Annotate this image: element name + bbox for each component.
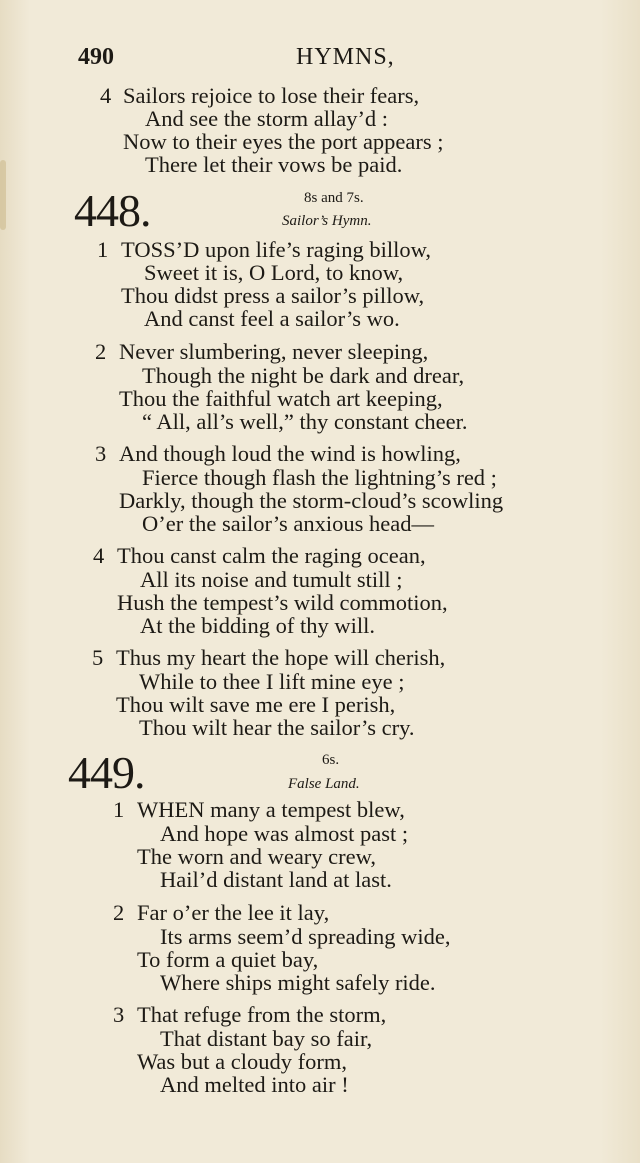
- stanza-line: All its noise and tumult still ;: [140, 567, 403, 592]
- stanza-line: That refuge from the storm,: [137, 1002, 387, 1027]
- stanza-line: Darkly, though the storm-cloud’s scowling: [119, 488, 504, 513]
- stanza-line: That distant bay so fair,: [160, 1026, 373, 1051]
- stanza-line: At the bidding of thy will.: [140, 613, 375, 638]
- stanza-line: Thou wilt save me ere I perish,: [116, 692, 396, 717]
- stanza-line: Thou didst press a sailor’s pillow,: [121, 283, 425, 308]
- stanza-line: Hush the tempest’s wild commotion,: [117, 590, 448, 615]
- stanza-line: O’er the sailor’s anxious head—: [142, 511, 435, 536]
- stanza-number: 4: [100, 83, 112, 108]
- stanza-line: Sweet it is, O Lord, to know,: [144, 260, 404, 285]
- hymn-title: Sailor’s Hymn.: [282, 213, 372, 229]
- stanza-line: Thus my heart the hope will cherish,: [116, 645, 446, 670]
- stanza-line: Far o’er the lee it lay,: [137, 900, 330, 925]
- stanza-line: Its arms seem’d spreading wide,: [160, 924, 451, 949]
- stanza-line: Was but a cloudy form,: [137, 1049, 348, 1074]
- hymn-meter: 6s.: [322, 752, 340, 768]
- stanza-line: Fierce though flash the lightning’s red ;: [142, 465, 497, 490]
- stanza-line: Never slumbering, never sleeping,: [119, 339, 429, 364]
- stanza-line: And canst feel a sailor’s wo.: [144, 306, 400, 331]
- stanza-number: 2: [113, 900, 125, 925]
- stanza-number: 2: [95, 339, 107, 364]
- stanza-line: And melted into air !: [160, 1072, 349, 1097]
- stanza-number: 1: [113, 797, 125, 822]
- stanza-line: And though loud the wind is howling,: [119, 441, 461, 466]
- stanza-number: 4: [93, 543, 105, 568]
- stanza-line: Now to their eyes the port appears ;: [123, 129, 444, 154]
- page-number: 490: [78, 44, 114, 70]
- stanza-line: WHEN many a tempest blew,: [137, 797, 405, 822]
- stanza-line: And see the storm allay’d :: [145, 106, 389, 131]
- hymn-title: False Land.: [288, 776, 360, 792]
- stanza-line: Hail’d distant land at last.: [160, 867, 392, 892]
- stanza-line: Thou the faithful watch art keeping,: [119, 386, 443, 411]
- stanza-line: Though the night be dark and drear,: [142, 363, 465, 388]
- stanza-line: There let their vows be paid.: [145, 152, 403, 177]
- hymn-number: 449.: [68, 747, 145, 798]
- stanza-number: 1: [97, 237, 109, 262]
- stanza-line: Thou wilt hear the sailor’s cry.: [139, 715, 415, 740]
- stanza-line: “ All, all’s well,” thy constant cheer.: [142, 409, 468, 434]
- stanza-line: And hope was almost past ;: [160, 821, 409, 846]
- hymn-number: 448.: [74, 185, 151, 236]
- stanza-line: Where ships might safely ride.: [160, 970, 436, 995]
- stanza-line: While to thee I lift mine eye ;: [139, 669, 405, 694]
- stanza-line: Sailors rejoice to lose their fears,: [123, 83, 420, 108]
- page-header: [0, 38, 640, 74]
- stanza-number: 3: [95, 441, 107, 466]
- stanza-line: The worn and weary crew,: [137, 844, 377, 869]
- running-head: HYMNS,: [296, 44, 395, 70]
- stanza-line: TOSS’D upon life’s raging billow,: [121, 237, 431, 262]
- stanza-number: 3: [113, 1002, 125, 1027]
- stanza-line: To form a quiet bay,: [137, 947, 319, 972]
- stanza-line: Thou canst calm the raging ocean,: [117, 543, 426, 568]
- hymn-meter: 8s and 7s.: [304, 190, 364, 206]
- stanza-number: 5: [92, 645, 104, 670]
